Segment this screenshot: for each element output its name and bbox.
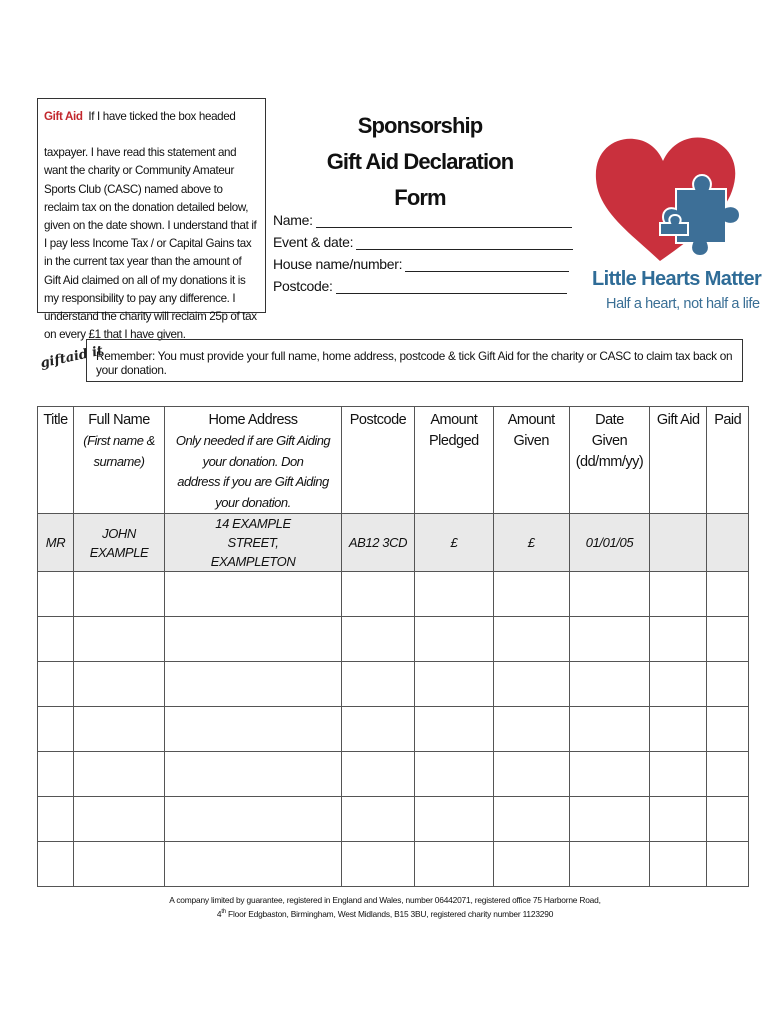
col-home-address-label: Home Address — [208, 412, 298, 428]
cell-postcode[interactable] — [342, 617, 415, 662]
cell-full-name[interactable] — [74, 797, 165, 842]
cell-amount-pledged[interactable] — [415, 617, 494, 662]
cell-amount-pledged[interactable] — [415, 572, 494, 617]
footer-line2-post: Floor Edgbaston, Birmingham, West Midlands, B15 3BU, registered charity number 1123290 — [225, 908, 554, 919]
table-row — [38, 752, 749, 797]
cell-amount-pledged[interactable] — [415, 707, 494, 752]
cell-date-given[interactable] — [569, 752, 650, 797]
declaration-body: taxpayer. I have read this statement and want the charity or Community Amateur Sports Club (CASC) named above to reclaim tax on the donation detailed below, given on the date shown. I understand that if I pay less Income Tax / or Capital Gains tax in the current tax year than the amount of Gift Aid claimed on all of my donations it is my responsibility to pay any difference. I understand the charity will reclaim 25p of tax on every £1 that I have given. — [44, 146, 257, 342]
cell-amount-given[interactable] — [493, 662, 569, 707]
cell-amount-given[interactable] — [493, 572, 569, 617]
cell-amount-given[interactable] — [493, 707, 569, 752]
cell-gift-aid[interactable] — [650, 797, 707, 842]
postcode-label: Postcode: — [273, 278, 333, 294]
cell-full-name[interactable] — [74, 662, 165, 707]
cell-home-address[interactable] — [165, 617, 342, 662]
house-number-line[interactable] — [405, 257, 569, 272]
cell-title[interactable] — [38, 842, 74, 887]
footer-line2 — [0, 906, 770, 920]
table-row — [38, 617, 749, 662]
declaration-first-line — [44, 108, 259, 126]
cell-home-address[interactable] — [165, 662, 342, 707]
cell-paid[interactable] — [707, 797, 749, 842]
cell-home-address[interactable] — [165, 752, 342, 797]
col-gift-aid: Gift Aid — [650, 407, 707, 514]
cell-gift-aid[interactable] — [650, 707, 707, 752]
charity-name: Little Hearts Matter — [592, 268, 762, 290]
cell-paid[interactable] — [707, 572, 749, 617]
example-title: MR — [38, 514, 74, 572]
cell-amount-pledged[interactable] — [415, 662, 494, 707]
cell-amount-given[interactable] — [493, 617, 569, 662]
col-full-name-sub: (First name & surname) — [83, 433, 155, 469]
cell-amount-given[interactable] — [493, 842, 569, 887]
form-title — [310, 108, 530, 216]
cell-home-address[interactable] — [165, 842, 342, 887]
example-full-name: JOHN EXAMPLE — [74, 514, 165, 572]
giftaid-it-logo-icon — [38, 343, 105, 373]
cell-paid[interactable] — [707, 707, 749, 752]
cell-date-given[interactable] — [569, 662, 650, 707]
house-number-label: House name/number: — [273, 256, 403, 272]
cell-title[interactable] — [38, 797, 74, 842]
cell-home-address[interactable] — [165, 572, 342, 617]
cell-postcode[interactable] — [342, 797, 415, 842]
cell-title[interactable] — [38, 752, 74, 797]
form-title-line2: Gift Aid Declaration Form — [326, 149, 514, 210]
cell-postcode[interactable] — [342, 662, 415, 707]
example-gift-aid — [650, 514, 707, 572]
cell-amount-pledged[interactable] — [415, 842, 494, 887]
cell-postcode[interactable] — [342, 707, 415, 752]
cell-home-address[interactable] — [165, 797, 342, 842]
cell-date-given[interactable] — [569, 707, 650, 752]
name-label: Name: — [273, 212, 313, 228]
col-amount-pledged: Amount Pledged — [415, 407, 494, 514]
giftaid-it-text: giftaid it — [39, 343, 105, 372]
col-home-address-sub2: address if you are Gift Aiding your donation. — [177, 474, 329, 510]
cell-gift-aid[interactable] — [650, 617, 707, 662]
cell-title[interactable] — [38, 617, 74, 662]
house-number-field[interactable] — [273, 252, 569, 272]
table-row — [38, 572, 749, 617]
example-row — [38, 514, 749, 572]
example-home-address: 14 EXAMPLE STREET, EXAMPLETON — [165, 514, 342, 572]
cell-date-given[interactable] — [569, 797, 650, 842]
cell-home-address[interactable] — [165, 707, 342, 752]
col-home-address — [165, 407, 342, 514]
cell-title[interactable] — [38, 707, 74, 752]
cell-paid[interactable] — [707, 662, 749, 707]
col-home-address-sub: Only needed if are Gift Aiding your donation. Don — [175, 433, 331, 469]
table-header-row — [38, 407, 749, 514]
cell-gift-aid[interactable] — [650, 752, 707, 797]
reminder-text: Remember: You must provide your full name, home address, postcode & tick Gift Aid for the charity or CASC to claim tax back on your donation. — [96, 349, 733, 377]
cell-gift-aid[interactable] — [650, 572, 707, 617]
example-postcode: AB12 3CD — [342, 514, 415, 572]
cell-paid[interactable] — [707, 842, 749, 887]
table-row — [38, 842, 749, 887]
postcode-line[interactable] — [336, 279, 567, 294]
col-title: Title — [38, 407, 74, 514]
cell-gift-aid[interactable] — [650, 842, 707, 887]
name-line[interactable] — [316, 213, 572, 228]
footer-line2-sup: th — [221, 909, 226, 915]
cell-paid[interactable] — [707, 617, 749, 662]
cell-postcode[interactable] — [342, 842, 415, 887]
cell-gift-aid[interactable] — [650, 662, 707, 707]
col-full-name-label: Full Name — [88, 412, 150, 428]
table-row — [38, 707, 749, 752]
col-postcode: Postcode — [342, 407, 415, 514]
event-date-field[interactable] — [273, 230, 573, 250]
col-paid: Paid — [707, 407, 749, 514]
footer — [0, 894, 770, 920]
example-amount-pledged: £ — [415, 514, 494, 572]
cell-amount-given[interactable] — [493, 752, 569, 797]
table-row — [38, 662, 749, 707]
postcode-field[interactable] — [273, 274, 567, 294]
example-paid — [707, 514, 749, 572]
charity-tagline: Half a heart, not half a life — [606, 296, 760, 312]
col-amount-given: Amount Given — [493, 407, 569, 514]
cell-date-given[interactable] — [569, 842, 650, 887]
gift-aid-declaration-box — [37, 98, 266, 342]
cell-full-name[interactable] — [74, 752, 165, 797]
cell-postcode[interactable] — [342, 752, 415, 797]
declaration-title: Gift Aid — [44, 110, 83, 123]
footer-line1: A company limited by guarantee, registered in England and Wales, number 06442071, registered office 75 Harborne Road, — [169, 895, 601, 905]
form-title-line1: Sponsorship — [357, 113, 483, 138]
example-amount-given: £ — [493, 514, 569, 572]
col-full-name — [74, 407, 165, 514]
cell-date-given[interactable] — [569, 617, 650, 662]
footer-line2-pre: 4 — [216, 908, 222, 919]
example-date-given: 01/01/05 — [569, 514, 650, 572]
cell-title[interactable] — [38, 662, 74, 707]
cell-amount-given[interactable] — [493, 797, 569, 842]
col-date-given: Date Given (dd/mm/yy) — [569, 407, 650, 514]
event-date-label: Event & date: — [273, 234, 354, 250]
cell-date-given[interactable] — [569, 572, 650, 617]
cell-full-name[interactable] — [74, 707, 165, 752]
donations-table — [37, 406, 749, 887]
cell-full-name[interactable] — [74, 842, 165, 887]
reminder-box — [86, 339, 743, 382]
declaration-opening: If I have ticked the box headed — [88, 110, 236, 123]
cell-postcode[interactable] — [342, 572, 415, 617]
event-date-line[interactable] — [356, 235, 573, 250]
cell-full-name[interactable] — [74, 617, 165, 662]
cell-amount-pledged[interactable] — [415, 752, 494, 797]
cell-amount-pledged[interactable] — [415, 797, 494, 842]
table-row — [38, 797, 749, 842]
cell-paid[interactable] — [707, 752, 749, 797]
cell-title[interactable] — [38, 572, 74, 617]
cell-full-name[interactable] — [74, 572, 165, 617]
name-field[interactable] — [273, 208, 572, 228]
